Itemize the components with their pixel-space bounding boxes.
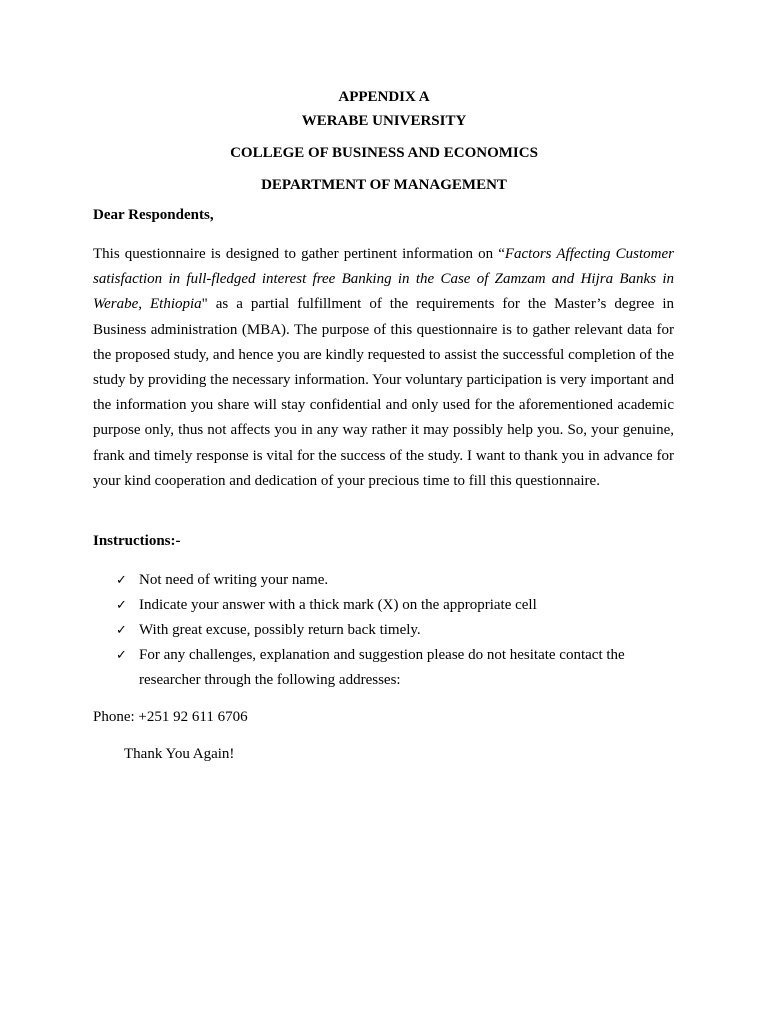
instructions-list (116, 568, 676, 693)
instructions-heading: Instructions:- (93, 533, 181, 549)
instruction-item (116, 568, 676, 593)
closing-thanks: Thank You Again! (124, 746, 235, 762)
instruction-item (116, 643, 676, 693)
instruction-text: For any challenges, explanation and suggestion please do not hesitate contact the researcher through the following addresses: (139, 647, 625, 688)
checkmark-icon: ✓ (116, 648, 127, 663)
intro-rest: " as a partial fulfillment of the requirements for the Master’s degree in Business administration (MBA). The purpose of this questionnaire is to gather relevant data for the proposed study, and hence you are kindly requested to assist the successful completion of the study by providing the necessary information. Your voluntary participation is very important and the information you share will stay confidential and only used for the aforementioned academic purpose only, thus not affects you in any way rather it may possibly help you. So, your genuine, frank and timely response is vital for the success of the study. I want to thank you in advance for your kind cooperation and dedication of your precious time to fill this questionnaire. (93, 296, 675, 489)
checkmark-icon: ✓ (116, 573, 127, 588)
instruction-text: With great excuse, possibly return back timely. (139, 622, 421, 638)
university-name: WERABE UNIVERSITY (301, 113, 467, 129)
checkmark-icon: ✓ (116, 623, 127, 638)
college-name: COLLEGE OF BUSINESS AND ECONOMICS (230, 145, 538, 161)
study-title: Factors Affecting Customer satisfaction in full-fledged interest free Banking in the Case of Zamzam and Hijra Banks in Werabe, Ethiopia (93, 246, 674, 313)
intro-paragraph (93, 242, 674, 494)
instruction-text: Not need of writing your name. (139, 572, 329, 588)
instruction-text: Indicate your answer with a thick mark (X) on the appropriate cell (139, 597, 537, 613)
department-name: DEPARTMENT OF MANAGEMENT (261, 177, 507, 193)
appendix-title: APPENDIX A (338, 89, 430, 105)
intro-lead: This questionnaire is designed to gather pertinent information on “ (93, 246, 505, 262)
checkmark-icon: ✓ (116, 598, 127, 613)
salutation: Dear Respondents, (93, 207, 214, 223)
instruction-item (116, 618, 676, 643)
contact-phone: Phone: +251 92 611 6706 (93, 709, 248, 725)
instruction-item (116, 593, 676, 618)
